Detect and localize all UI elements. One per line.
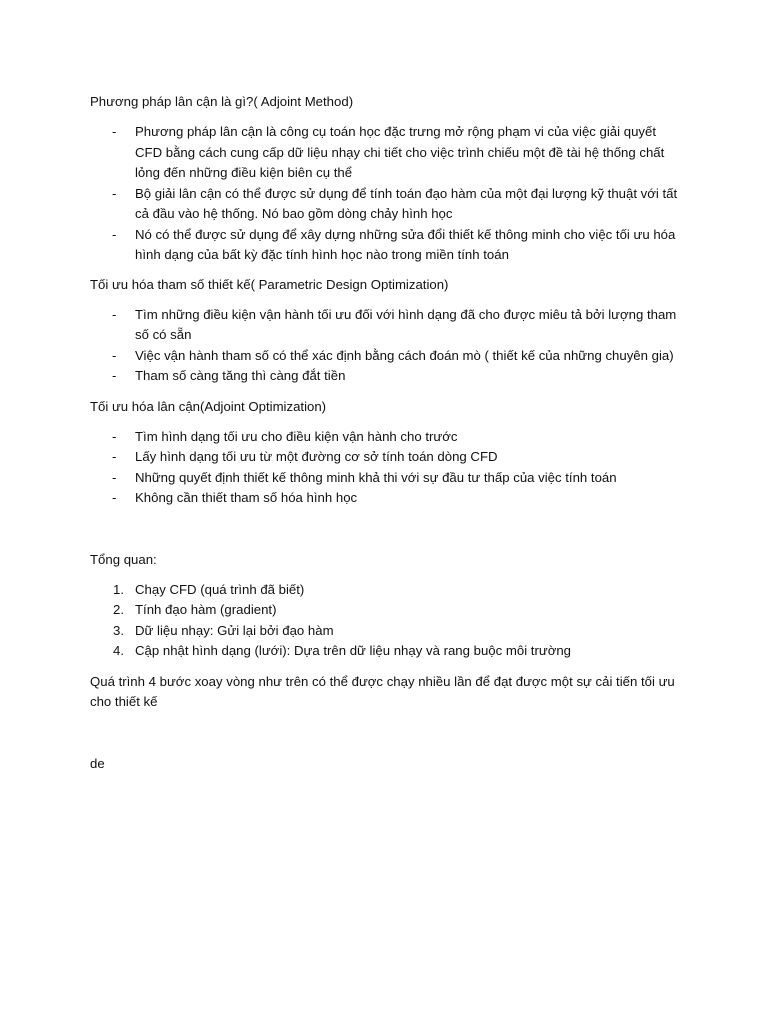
bullet-dash: -	[112, 428, 117, 444]
list-item: 4. Cập nhật hình dạng (lưới): Dựa trên dữ liệu nhạy và rang buộc môi trường	[90, 641, 680, 662]
list-item: - Phương pháp lân cận là công cụ toán học đặc trưng mở rộng phạm vi của việc giải quyết CFD bằng cách cung cấp dữ liệu nhạy chi tiết cho việc trình chiếu một đề tài hệ thống chất lỏng đến những điều kiện biên cụ thể	[112, 124, 665, 180]
list-item: - Bộ giải lân cận có thể được sử dụng để tính toán đạo hàm của một đại lượng kỹ thuật với tất cả đầu vào hệ thống. Nó bao gồm dòng chảy hình học	[112, 185, 678, 221]
bullet-dash: -	[112, 306, 117, 322]
bullet-dash: -	[112, 490, 117, 505]
overview-heading: Tổng quan:	[90, 551, 157, 567]
list-item: 2. Tính đạo hàm (gradient)	[90, 600, 680, 621]
list-item: 3. Dữ liệu nhạy: Gửi lại bởi đạo hàm	[90, 621, 680, 642]
list-item: - Tìm hình dạng tối ưu cho điều kiện vận hành cho trước	[90, 427, 680, 448]
section1-list	[90, 122, 680, 266]
document-page	[90, 92, 680, 774]
bullet-dash: -	[112, 469, 117, 485]
list-number: 1.	[113, 581, 124, 597]
conclusion-paragraph: Quá trình 4 bước xoay vòng như trên có thể được chạy nhiều lần để đạt được một sự cải tiến tối ưu cho thiết kế	[90, 673, 675, 709]
bullet-dash: -	[112, 124, 117, 139]
list-item: - Không cần thiết tham số hóa hình học	[90, 488, 680, 509]
list-number: 4.	[113, 643, 124, 658]
list-number: 2.	[113, 602, 124, 617]
bullet-dash: -	[112, 368, 117, 383]
section2-heading: Tối ưu hóa tham số thiết kế( Parametric Design Optimization)	[90, 276, 449, 292]
list-item: - Lấy hình dạng tối ưu từ một đường cơ sở tính toán dòng CFD	[90, 447, 680, 468]
overview-list	[90, 580, 680, 662]
bullet-dash: -	[112, 449, 117, 464]
bullet-dash: -	[112, 347, 117, 363]
list-number: 3.	[113, 622, 124, 638]
list-item: - Việc vận hành tham số có thể xác định bằng cách đoán mò ( thiết kế của những chuyên gia)	[90, 346, 680, 367]
list-item: - Nó có thể được sử dụng để xây dựng những sửa đổi thiết kế thông minh cho việc tối ưu hóa hình dạng của bất kỳ đặc tính hình học nào trong miền tính toán	[112, 226, 676, 262]
bullet-dash: -	[112, 226, 117, 242]
bullet-dash: -	[112, 185, 117, 201]
section3-list	[90, 427, 680, 509]
trailing-text: de	[90, 755, 105, 771]
list-item: - Những quyết định thiết kế thông minh khả thi với sự đầu tư thấp của việc tính toán	[90, 468, 680, 489]
section2-list	[90, 305, 680, 387]
section3-heading: Tối ưu hóa lân cận(Adjoint Optimization)	[90, 398, 327, 414]
list-item: - Tham số càng tăng thì càng đắt tiền	[90, 366, 680, 387]
list-item: - Tìm những điều kiện vận hành tối ưu đối với hình dạng đã cho được miêu tả bởi lượng tham số có sẵn	[112, 306, 677, 342]
list-item: 1. Chạy CFD (quá trình đã biết)	[90, 580, 680, 601]
section1-heading: Phương pháp lân cận là gì?( Adjoint Method)	[90, 94, 354, 109]
